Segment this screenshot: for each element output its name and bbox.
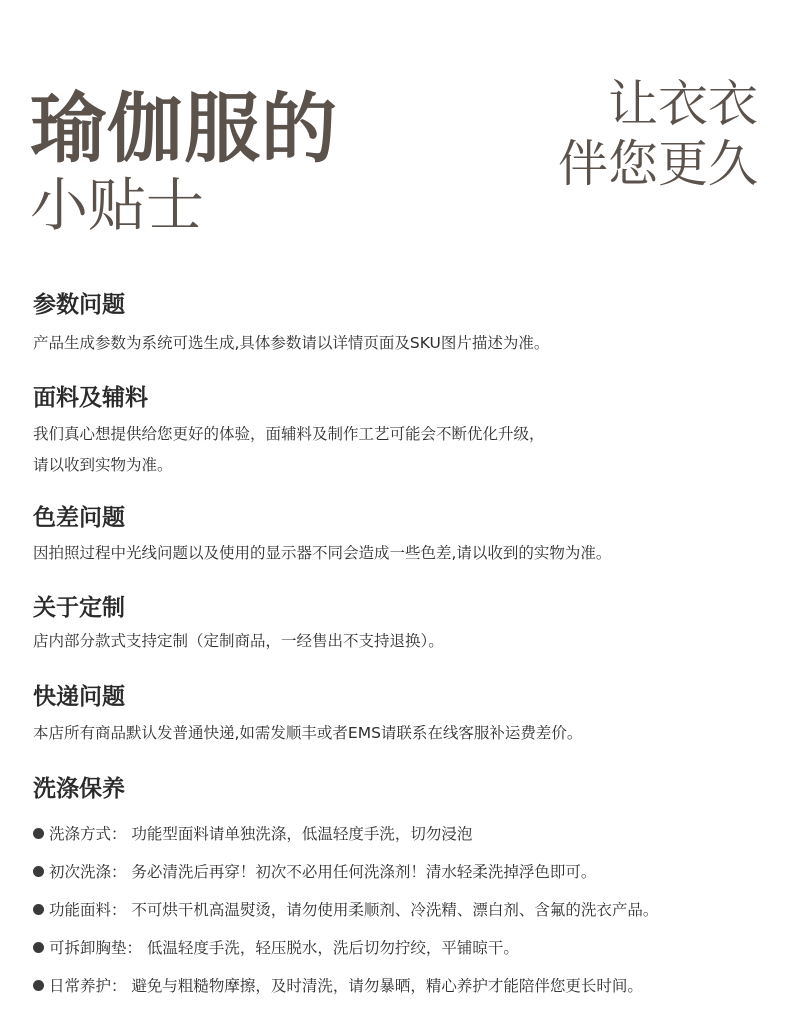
section-params-text: 产品生成参数为系统可选生成,具体参数请以详情页面及SKU图片描述为准。: [33, 334, 550, 352]
care-item-text: 可拆卸胸垫： 低温轻度手洗，轻压脱水，洗后切勿拧绞，平铺晾干。: [49, 939, 519, 957]
section-shipping-title: 快递问题: [33, 684, 125, 710]
bullet-dot-icon: [33, 866, 44, 877]
section-color-title: 色差问题: [33, 505, 125, 531]
bullet-dot-icon: [33, 828, 44, 839]
section-shipping: [33, 682, 773, 749]
care-item-text: 功能面料： 不可烘干机高温熨烫，请勿使用柔顺剂、冷洗精、漂白剂、含氟的洗衣产品。: [49, 901, 659, 919]
slogan-line-1: 让衣衣: [608, 75, 758, 133]
section-params: [33, 290, 773, 359]
section-fabric: [33, 383, 773, 481]
section-shipping-text: 本店所有商品默认发普通快递,如需发顺丰或者EMS请联系在线客服补运费差价。: [33, 724, 583, 742]
slogan: [558, 74, 758, 194]
care-item-text: 日常养护： 避免与粗糙物摩擦，及时清洗，请勿暴晒，精心养护才能陪伴您更长时间。: [49, 977, 643, 995]
care-item: [33, 890, 773, 928]
section-custom-title: 关于定制: [33, 595, 125, 621]
care-item: [33, 928, 773, 966]
page-subtitle: 小贴士: [30, 171, 205, 239]
bullet-dot-icon: [33, 980, 44, 991]
section-color: [33, 503, 773, 569]
bullet-dot-icon: [33, 942, 44, 953]
care-item: [33, 966, 773, 1004]
care-item: [33, 852, 773, 890]
care-item-text: 初次洗涤： 务必清洗后再穿！初次不必用任何洗涤剂！清水轻柔洗掉浮色即可。: [49, 863, 597, 881]
section-fabric-text-line-2: 请以收到实物为准。: [33, 456, 173, 474]
section-color-text: 因拍照过程中光线问题以及使用的显示器不同会造成一些色差,请以收到的实物为准。: [33, 544, 612, 562]
slogan-line-2: 伴您更久: [558, 135, 758, 193]
section-params-title: 参数问题: [33, 292, 125, 318]
section-fabric-title: 面料及辅料: [33, 385, 148, 411]
bullet-dot-icon: [33, 904, 44, 915]
care-item-text: 洗涤方式： 功能型面料请单独洗涤，低温轻度手洗，切勿浸泡: [49, 825, 473, 843]
section-custom: [33, 593, 773, 657]
page-title: 瑜伽服的: [30, 84, 338, 173]
care-item: [33, 814, 773, 852]
section-care-title: 洗涤保养: [33, 776, 125, 802]
section-custom-text: 店内部分款式支持定制（定制商品，一经售出不支持退换）。: [33, 632, 444, 650]
section-fabric-text-line-1: 我们真心想提供给您更好的体验，面辅料及制作工艺可能会不断优化升级，: [33, 425, 545, 443]
section-care: [33, 774, 773, 1004]
